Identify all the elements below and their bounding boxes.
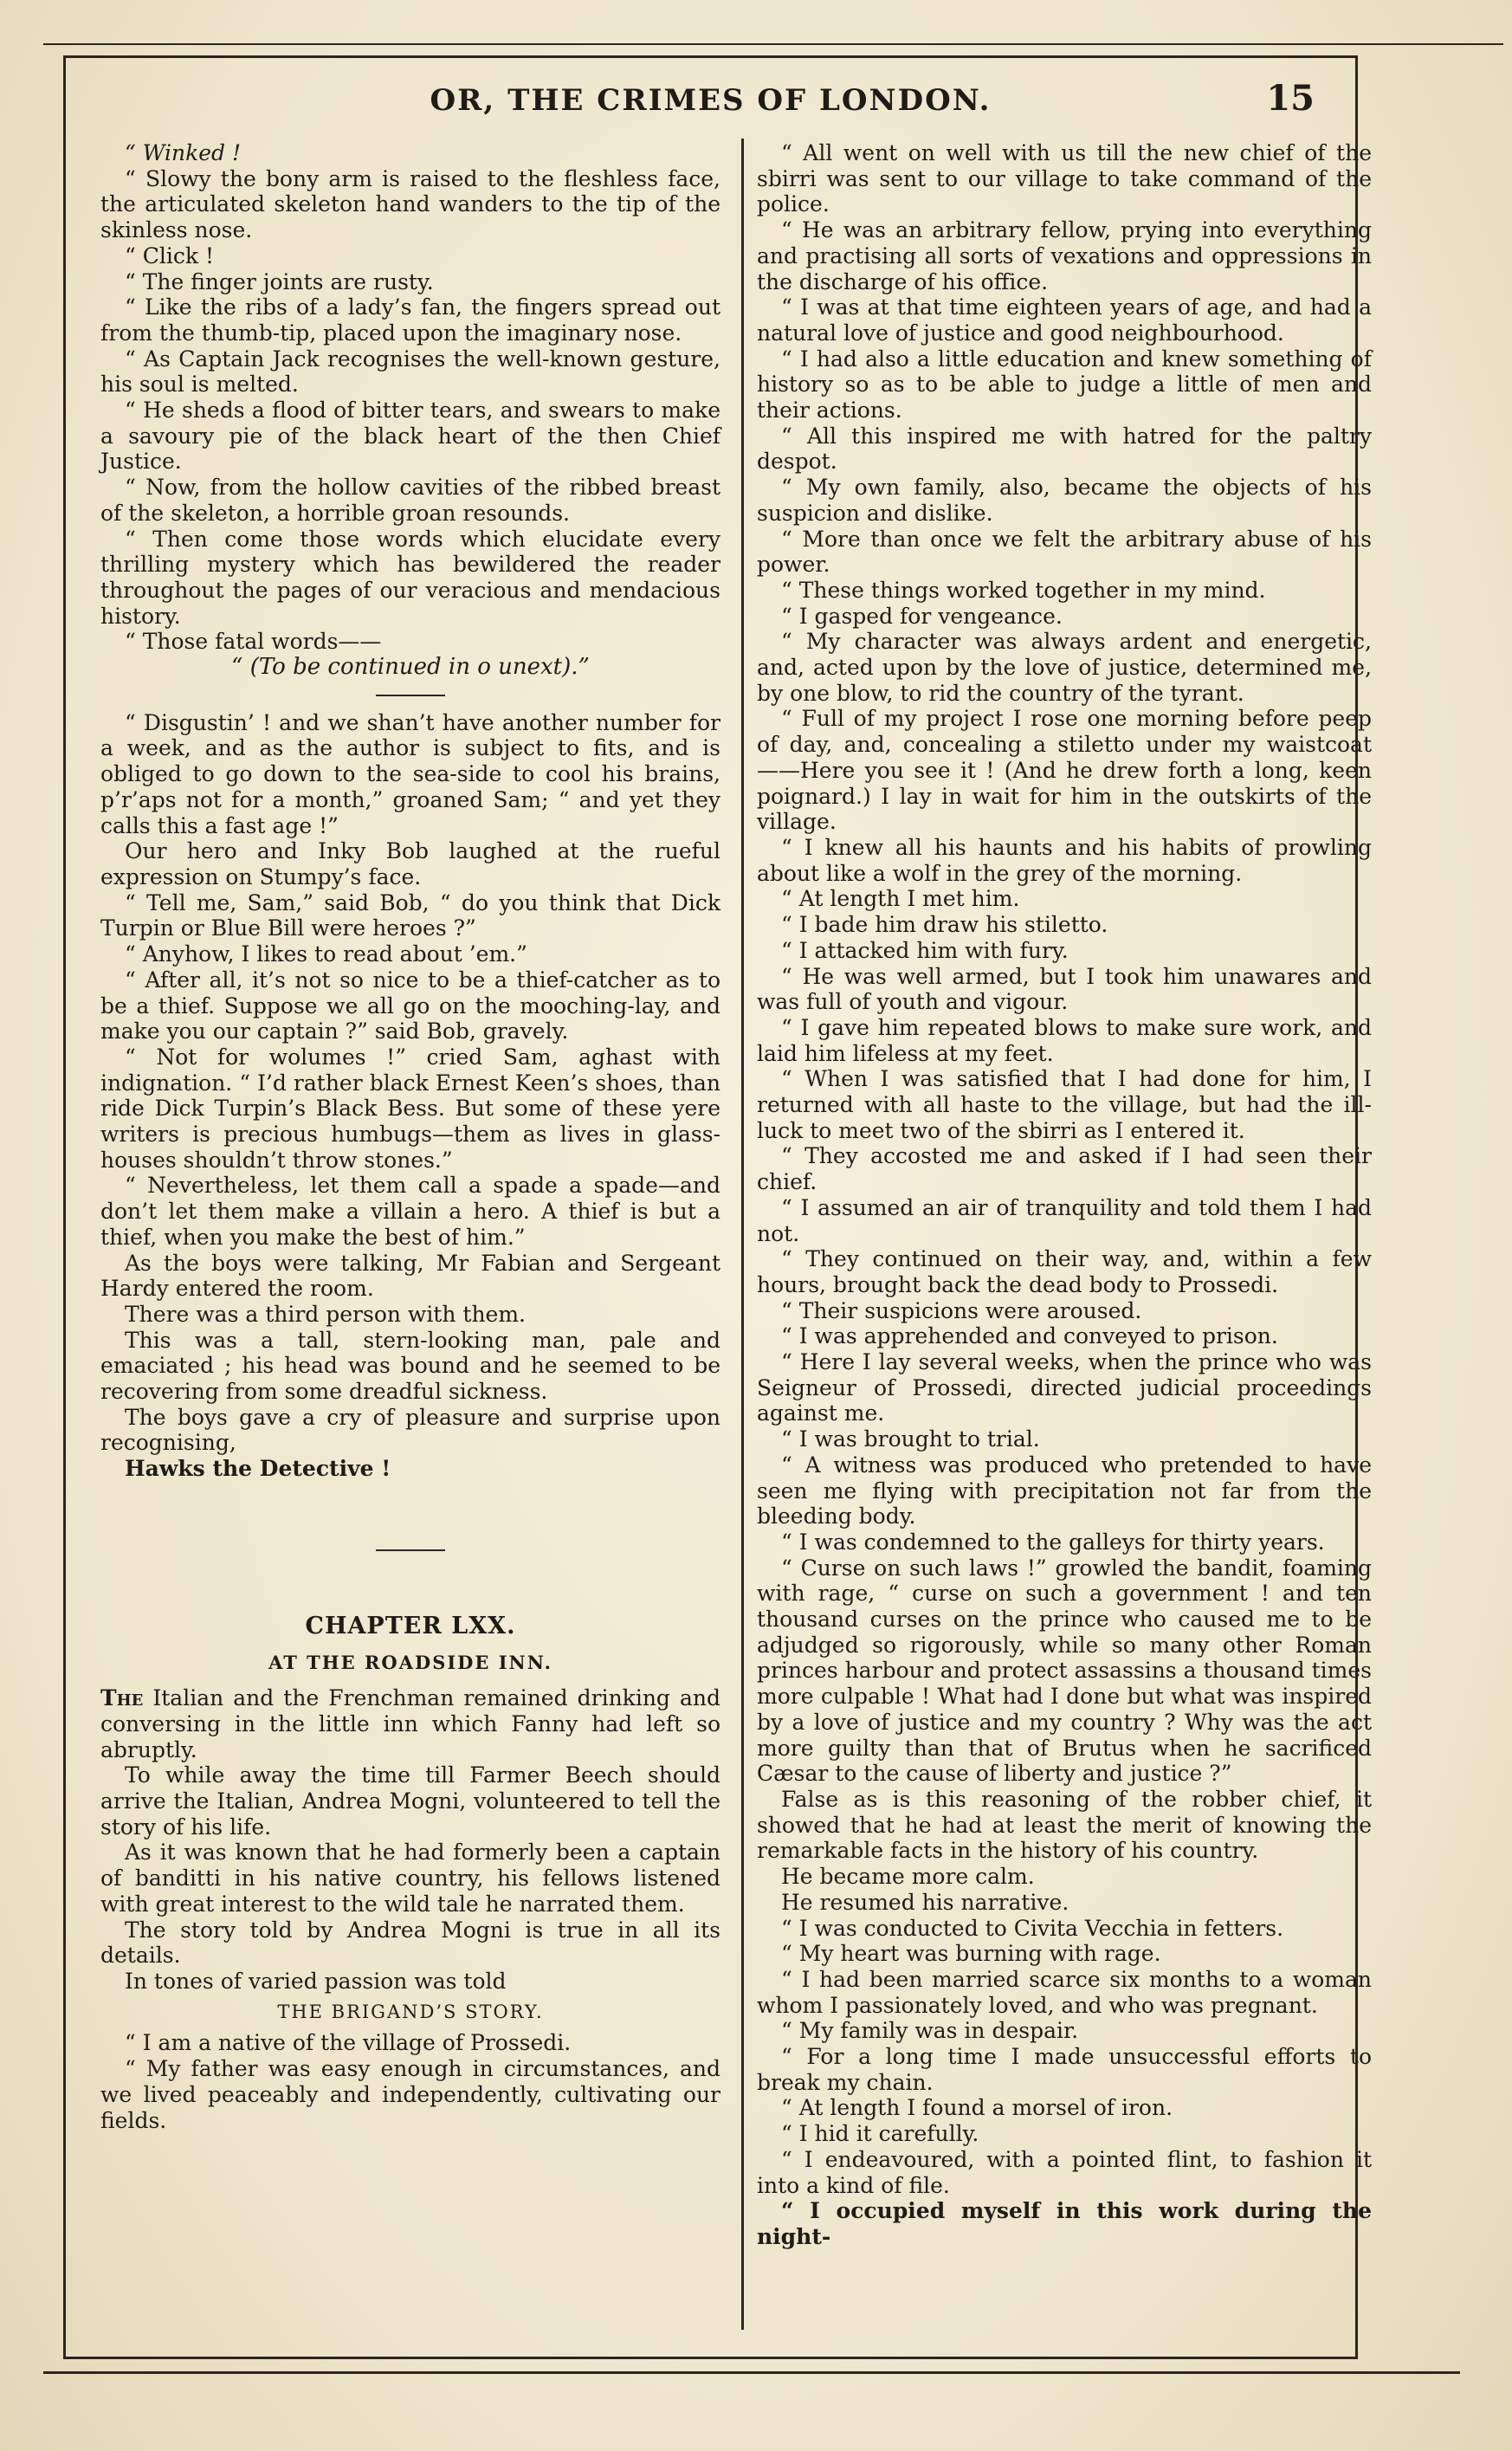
paragraph: “ Like the ribs of a lady’s fan, the fingers spread out from the thumb-tip, placed upon the imaginary nose. [100,294,720,346]
paragraph: “ Curse on such laws !” growled the bandit, foaming with rage, “ curse on such a government ! and ten thousand curses on the prince who caused me to be adjudged so rigorously, while so many other Roman princes harbour and protect assassins a thousand times more culpable ! What had I done but what was inspired by a love of justice and my country ? Why was the act more guilty than that of Brutus when he sacrificed Cæsar to the cause of liberty and justice ?” [757,1555,1372,1787]
paragraph: “ Anyhow, I likes to read about ’em.” [125,941,527,967]
paragraph: “ A witness was produced who pretended to have seen me flying with precipitation not far from the bleeding body. [757,1452,1372,1529]
paragraph: “ They accosted me and asked if I had seen their chief. [757,1143,1372,1195]
paragraph: “ I was brought to trial. [781,1426,1040,1452]
paragraph: “ All went on well with us till the new chief of the sbirri was sent to our village to take command of the police. [757,140,1372,217]
chapter-subtitle: AT THE ROADSIDE INN. [268,1651,552,1673]
paragraph: To while away the time till Farmer Beech should arrive the Italian, Andrea Mogni, volunteered to tell the story of his life. [100,1762,720,1840]
to-be-continued: “ (To be continued in o unext).” [231,654,590,681]
section-divider [376,695,445,696]
paragraph: “ I occupied myself in this work during the night- [757,2198,1372,2249]
paragraph: “ Now, from the hollow cavities of the ribbed breast of the skeleton, a horrible groan resounds. [100,475,720,526]
paragraph: “ Slowy the bony arm is raised to the fleshless face, the articulated skeleton hand wanders to the tip of the skinless nose. [100,165,720,243]
paragraph: “ They continued on their way, and, within a few hours, brought back the dead body to Prossedi. [757,1246,1372,1297]
paragraph: The story told by Andrea Mogni is true in all its details. [100,1917,720,1969]
paragraph: “ I was at that time eighteen years of age, and had a natural love of justice and good neighbourhood. [757,294,1372,346]
left-column [100,140,720,2133]
paragraph: “ The finger joints are rusty. [125,268,434,294]
drop-lead: The [100,1685,144,1711]
paragraph: He became more calm. [781,1864,1035,1890]
paragraph: “ I gave him repeated blows to make sure work, and laid him lifeless at my feet. [757,1014,1372,1066]
top-rule [43,43,1503,45]
paragraph: “ When I was satisfied that I had done for him, I returned with all haste to the village, but had the ill-luck to meet two of the sbirri as I entered it. [757,1066,1372,1143]
paragraph: “ I attacked him with fury. [781,937,1069,963]
paragraph: “ Here I lay several weeks, when the prince who was Seigneur of Prossedi, directed judicial proceedings against me. [757,1349,1372,1426]
paragraph: Our hero and Inky Bob laughed at the rueful expression on Stumpy’s face. [100,838,720,889]
paragraph: “ I endeavoured, with a pointed flint, to fashion it into a kind of file. [757,2146,1372,2198]
paragraph-text: Italian and the Frenchman remained drinking and conversing in the little inn which Fanny had left so abruptly. [100,1685,720,1762]
bottom-rule [43,2371,1460,2374]
paragraph [100,1685,720,1762]
paragraph: “ I bade him draw his stiletto. [781,912,1108,938]
paragraph: “ I assumed an air of tranquility and told them I had not. [757,1194,1372,1246]
paragraph: “ At length I found a morsel of iron. [781,2095,1173,2121]
paragraph: “ My own family, also, became the objects of his suspicion and dislike. [757,475,1372,526]
paragraph: “ Winked ! [125,140,242,165]
paragraph: “ Then come those words which elucidate every thrilling mystery which has bewildered the reader throughout the pages of our veracious and mendacious history. [100,526,720,629]
paragraph: “ I was conducted to Civita Vecchia in fetters. [781,1915,1284,1941]
paragraph: “ He sheds a flood of bitter tears, and swears to make a savoury pie of the black heart of the then Chief Justice. [100,398,720,475]
paragraph: As the boys were talking, Mr Fabian and Sergeant Hardy entered the room. [100,1250,720,1302]
paragraph: “ For a long time I made unsuccessful efforts to break my chain. [757,2044,1372,2095]
paragraph: Hawks the Detective ! [125,1456,391,1482]
paragraph: “ I knew all his haunts and his habits of prowling about like a wolf in the grey of the morning. [757,834,1372,886]
paragraph: “ I gasped for vengeance. [781,603,1063,629]
paragraph: “ I hid it carefully. [781,2121,979,2147]
right-column [757,140,1372,2250]
paragraph: “ My heart was burning with rage. [781,1941,1161,1967]
paragraph: “ All this inspired me with hatred for the paltry despot. [757,423,1372,475]
story-heading: THE BRIGAND’S STORY. [277,2001,544,2022]
paragraph: “ These things worked together in my mind. [781,577,1266,603]
paragraph: This was a tall, stern-looking man, pale and emaciated ; his head was bound and he seemed to be recovering from some dreadful sickness. [100,1327,720,1405]
paragraph: He resumed his narrative. [781,1889,1069,1915]
column-divider [741,139,744,2330]
paragraph: “ I was apprehended and conveyed to prison. [781,1323,1278,1349]
paragraph: There was a third person with them. [125,1301,527,1327]
paragraph: “ Their suspicions were aroused. [781,1297,1142,1323]
paragraph: “ I was condemned to the galleys for thirty years. [781,1529,1325,1555]
paragraph: “ More than once we felt the arbitrary abuse of his power. [757,526,1372,578]
page-header [63,61,1358,139]
paragraph: “ Tell me, Sam,” said Bob, “ do you think that Dick Turpin or Blue Bill were heroes ?” [100,889,720,941]
running-title: OR, THE CRIMES OF LONDON. [430,83,992,118]
page-number: 15 [1266,78,1315,119]
paragraph: “ He was well armed, but I took him unawares and was full of youth and vigour. [757,963,1372,1015]
chapter-title: CHAPTER LXX. [305,1612,516,1639]
paragraph: “ Not for wolumes !” cried Sam, aghast with indignation. “ I’d rather black Ernest Keen’s shoes, than ride Dick Turpin’s Black Bess. But some of these yere writers is precious humbugs—them as lives in glass-houses shouldn’t throw stones.” [100,1044,720,1173]
paragraph: “ After all, it’s not so nice to be a thief-catcher as to be a thief. Suppose we all go on the mooching-lay, and make you our captain ?” said Bob, gravely. [100,967,720,1044]
paragraph: “ Click ! [125,243,214,268]
paragraph: “ I had also a little education and knew something of history so as to be able to judge a little of men and their actions. [757,346,1372,424]
paragraph: As it was known that he had formerly been a captain of banditti in his native country, his fellows listened with great interest to the wild tale he narrated them. [100,1840,720,1917]
paragraph: “ I am a native of the village of Prossedi. [125,2030,572,2056]
chapter-divider [376,1549,445,1551]
paragraph: “ My family was in despair. [781,2018,1079,2044]
paragraph: “ He was an arbitrary fellow, prying into everything and practising all sorts of vexations and oppressions in the discharge of his office. [757,217,1372,294]
paragraph: “ At length I met him. [781,886,1020,912]
paragraph: In tones of varied passion was told [125,1969,507,1994]
paragraph: “ My father was easy enough in circumstances, and we lived peaceably and independently, cultivating our fields. [100,2056,720,2133]
paragraph: “ My character was always ardent and energetic, and, acted upon by the love of justice, determined me, by one blow, to rid the country of the tyrant. [757,629,1372,706]
paragraph: “ Disgustin’ ! and we shan’t have another number for a week, and as the author is subject to fits, and is obliged to go down to the sea-side to cool his brains, p’r’aps not for a month,” groaned Sam; “ and yet they calls this a fast age !” [100,709,720,838]
paragraph: “ Those fatal words—— [125,629,382,655]
paragraph: “ I had been married scarce six months to a woman whom I passionately loved, and who was pregnant. [757,1966,1372,2018]
paragraph: “ As Captain Jack recognises the well-known gesture, his soul is melted. [100,346,720,398]
paragraph: False as is this reasoning of the robber chief, it showed that he had at least the merit of knowing the remarkable facts in the history of his country. [757,1787,1372,1864]
paragraph: The boys gave a cry of pleasure and surprise upon recognising, [100,1404,720,1456]
paragraph: “ Nevertheless, let them call a spade a spade—and don’t let them make a villain a hero. A thief is but a thief, when you make the best of him.” [100,1173,720,1250]
paragraph: “ Full of my project I rose one morning before peep of day, and, concealing a stiletto under my waistcoat——Here you see it ! (And he drew forth a long, keen poignard.) I lay in wait for him in the outskirts of the village. [757,706,1372,835]
